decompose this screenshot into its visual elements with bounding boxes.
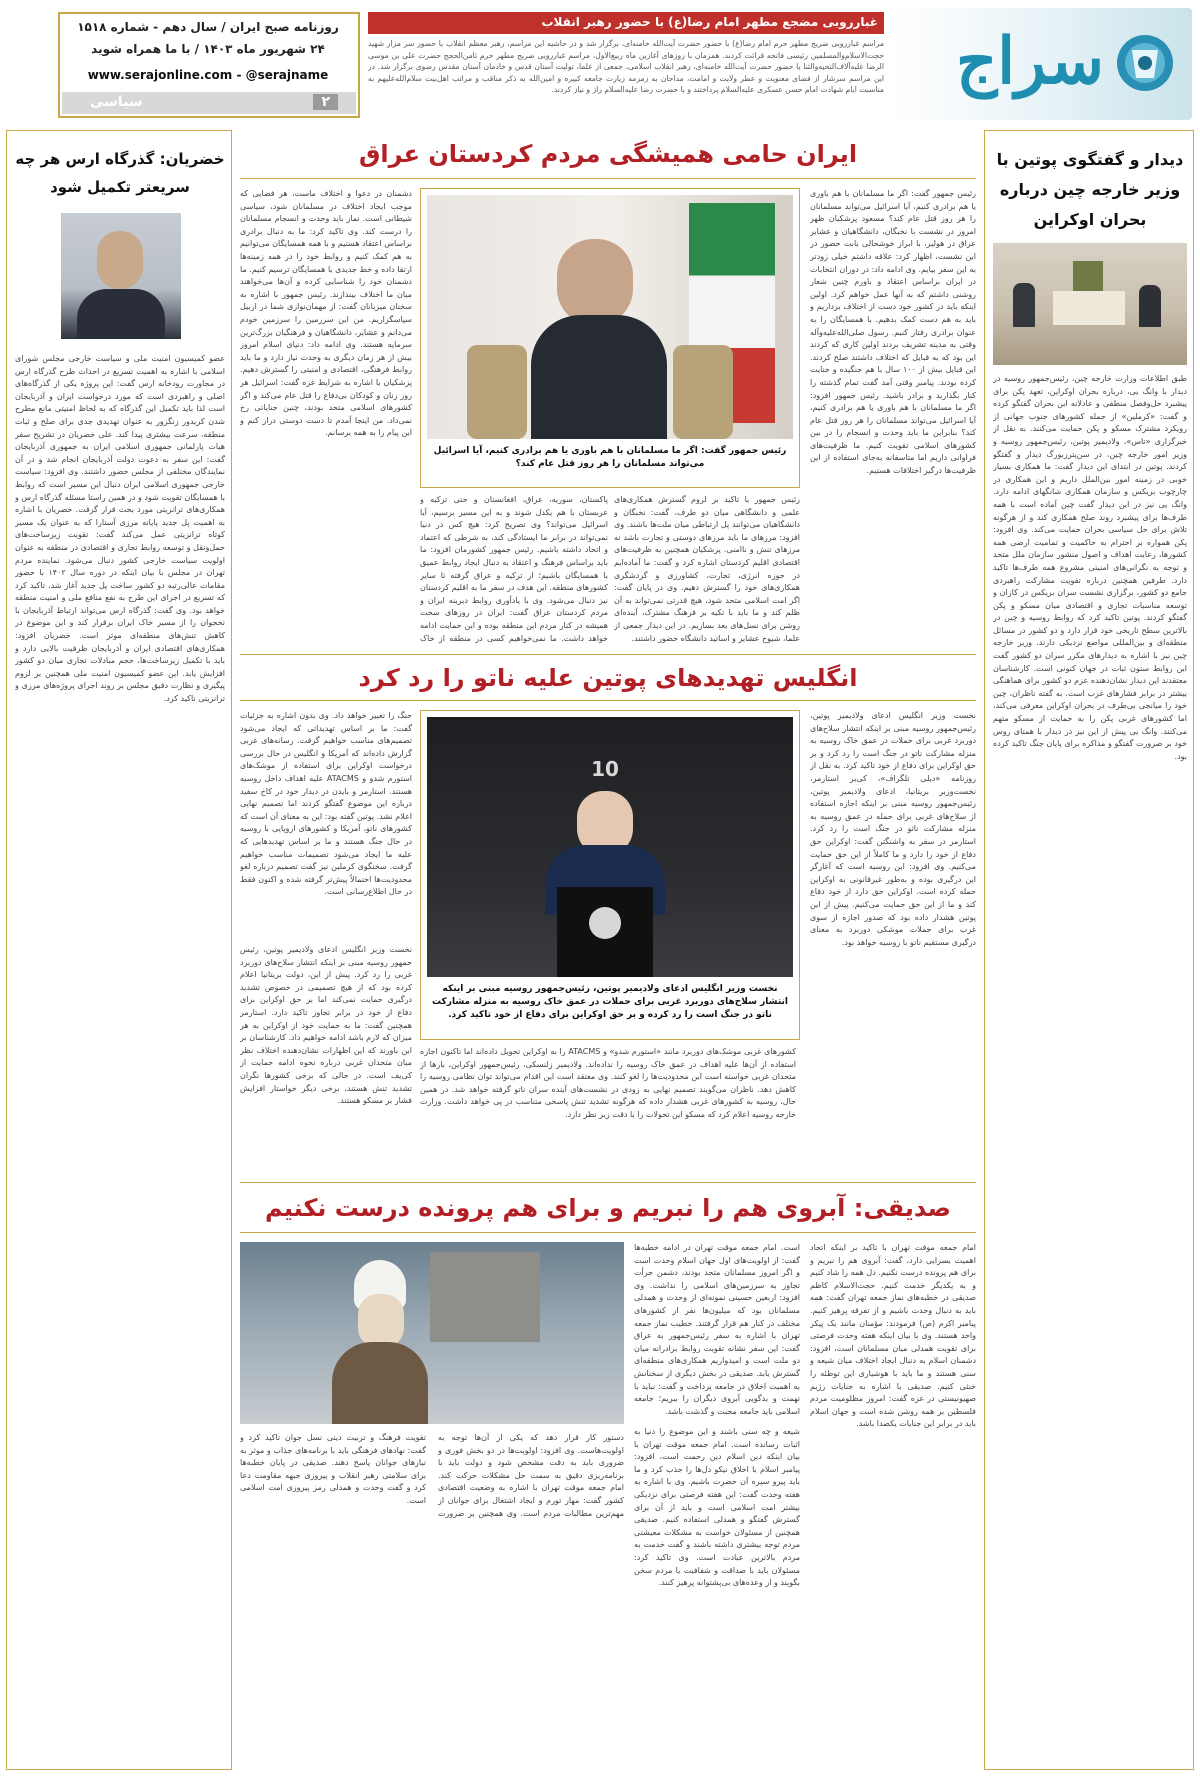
article-3-col-1: امام جمعه موقت تهران با تاکید بر اینکه اتحاد اهمیت بسزایی دارد، گفت: آبروی هم را نبریم و برای هم پرونده درست نکنیم. دل همه را شاد کنیم و به یکدیگر خدمت کنیم. حجت‌الاسلام کاظم صدیقی در خطبه‌های نماز جمعه تهران گفت: همه باید به دنبال وحدت باشیم و از تفرقه پرهیز کنیم. پیامبر اکرم (ص) فرمودند: مؤمنان مانند یک پیکر واحد هستند. وی با بیان اینکه هفته وحدت فرصتی برای تقویت همدلی میان مسلمانان است، افزود: دشمنان اسلام به دنبال ایجاد اختلاف میان شیعه و سنی هستند و ما باید با هوشیاری این توطئه را خنثی کنیم. صدیقی با اشاره به جنایات رژیم صهیونیستی در غزه گفت: امروز مظلومیت مردم فلسطین بر همه روشن شده است و جهان اسلام باید در برابر این جنایات یکصدا باشد. <box>810 1243 976 1429</box>
article-3-col-3: شیعه و چه سنی باشند و این موضوع را دنیا به اثبات رسانده است. امام جمعه موقت تهران با بیان اینکه دین اسلام دین رحمت است، افزود: پیامبر اسلام با اخلاق نیکو دل‌ها را جذب کرد و ما باید پیرو سیره آن حضرت باشیم. وی با اشاره به هفته وحدت گفت: این هفته فرصتی برای نزدیکی بیشتر امت اسلامی است و باید از آن برای گسترش گفتگو و همدلی استفاده کنیم. صدیقی همچنین از مسئولان خواست به مشکلات معیشتی مردم توجه بیشتری داشته باشند و گفت خدمت به مردم بالاترین عبادت است. وی تاکید کرد: مسئولان باید با صداقت و شفافیت با مردم سخن بگویند و از وعده‌های بی‌پشتوانه پرهیز کنند. <box>634 1427 800 1588</box>
article-2-col-4: نخست وزیر انگلیس ادعای ولادیمیر پوتین، رئیس جمهور روسیه مبنی بر اینکه انتشار سلاح‌های دوربرد غربی را رد کرد. پیش از این، دولت بریتانیا اعلام کرده بود که از هیچ تصمیمی در خصوص تشدید درگیری حمایت نمی‌کند اما بر حق اوکراین برای دفاع از خود در برابر تجاوز تاکید دارد. استارمر همچنین گفت: ما به حمایت خود از اوکراین به هر میزان که لازم باشد ادامه خواهیم داد. کارشناسان بر این باورند که این اظهارات نشان‌دهنده اختلاف نظر میان متحدان غربی درباره نحوه ادامه حمایت از کی‌یف است. در حالی که برخی کشورها نگران تشدید تنش هستند، برخی دیگر خواستار افزایش فشار بر مسکو هستند. <box>240 945 412 1106</box>
article-3-col-2: است. امام جمعه موقت تهران در ادامه خطبه‌ها گفت: از اولویت‌های اول جهان اسلام وحدت است و اگر امروز مسلمانان متحد بودند، دشمن جرأت تجاوز به سرزمین‌های اسلامی را نداشت. وی افزود: اربعین حسینی نمونه‌ای از وحدت و همدلی مسلمانان بود که میلیون‌ها نفر از کشورهای مختلف در کنار هم قرار گرفتند. خطیب نماز جمعه تهران با اشاره به سفر رئیس‌جمهور به عراق گفت: این سفر نشانه تقویت روابط برادرانه میان دو ملت است و امیدواریم همکاری‌های منطقه‌ای گسترش یابد. صدیقی در بخش دیگری از سخنانش به اهمیت اخلاق در جامعه پرداخت و گفت: نباید با تهمت و بدگویی آبروی دیگران را ببریم؛ جامعه اسلامی باید جامعه محبت و گذشت باشد. <box>634 1243 800 1416</box>
article-2 <box>240 658 976 1178</box>
website-social[interactable]: www.serajonline.com - @serajname <box>87 68 329 82</box>
article-2-headline: انگلیس تهدیدهای پوتین علیه ناتو را رد کرد <box>358 664 858 692</box>
masthead-news <box>368 12 884 118</box>
masthead <box>0 0 1200 122</box>
masthead-brief: مراسم غبارروبی ضریح مطهر حرم امام رضا(ع) با حضور حضرت آیت‌الله خامنه‌ای، برگزار شد و در حاشیه این مراسم، رهبر معظم انقلاب با حضور سر مزار شهید حجت‌الاسلام‌والمسلمین رئیسی فاتحه قرائت کردند. همزمان با روزهای آغازین ماه ربیع‌الاول، مراسم غبارروبی ضریح مطهر حرم ثامن‌الحجج حضرت علی بن موسی الرضا علیه‌آلاف‌التحیه‌والثنا با حضور حضرت آیت‌الله خامنه‌ای، رهبر انقلاب اسلامی، جمعی از علما، تولیت آستان قدس و خادمان آستان مقدس رضوی برگزار شد. در این مراسم سرشار از فضای معنویت و عطر ولایت و امامت، مداحان به زمزمه زیارت جامعه کبیره و امین‌الله به ذکر مناقب و مراتب اهل‌بیت سلام‌الله‌علیهم به مناسبت ایام شهادت امام حسن عسکری علیه‌السلام پرداختند و با حضرت رضا علیه‌السلام راز و نیاز کردند. <box>368 39 884 95</box>
president-photo <box>427 195 793 439</box>
article-1-headline: ایران حامی همیشگی مردم کردستان عراق <box>358 140 858 168</box>
article-1-photo-frame <box>420 188 800 488</box>
starmer-photo: 10 <box>427 717 793 977</box>
article-2-col-2: جنگ را تغییر خواهد داد. وی بدون اشاره به جزئیات گفت: ما بر اساس تهدیداتی که ایجاد می‌شود تصمیم‌های مناسب خواهیم گرفت. رسانه‌های غربی گزارش داده‌اند که آمریکا و انگلیس در حال بررسی درخواست اوکراین برای استفاده از موشک‌های استورم شدو و ATACMS علیه اهداف داخل روسیه هستند. استارمر و بایدن در دیدار خود در کاخ سفید درباره این موضوع گفتگو کردند اما تصمیم نهایی اعلام نشد. پوتین گفته بود: این به معنای آن است که کشورهای ناتو، آمریکا و کشورهای اروپایی با روسیه در حال جنگ هستند و ما بر اساس تهدیدهایی که علیه ما ایجاد می‌شود تصمیمات مناسب خواهیم گرفت. سخنگوی کرملین نیز گفت تصمیم درباره لغو محدودیت‌ها احتمالاً پیش‌تر گرفته شده و اکنون فقط در حال اطلاع‌رسانی است. <box>240 711 412 897</box>
article-1 <box>240 130 976 650</box>
sedighi-photo <box>240 1242 624 1424</box>
article-2-caption: نخست وزیر انگلیس ادعای ولادیمیر پوتین، رئیس‌جمهور روسیه مبنی بر اینکه انتشار سلاح‌های دوربرد غربی برای حملات در عمق خاک روسیه به منزله مشارکت ناتو در جنگ است را رد کرده و بر حق اوکراین برای دفاع از خود تاکید کرد. <box>432 984 788 1020</box>
article-2-col-1: نخست وزیر انگلیس ادعای ولادیمیر پوتین، رئیس‌جمهور روسیه مبنی بر اینکه انتشار سلاح‌های دوربرد غربی برای حملات در عمق خاک روسیه به منزله مشارکت ناتو در جنگ است را رد کرد و بر حق اوکراین برای دفاع از خود تاکید کرد. به نقل از روزنامه «دیلی تلگراف»، کی‌یر استارمر، نخست‌وزیر بریتانیا، ادعای ولادیمیر پوتین، رئیس‌جمهور روسیه مبنی بر اینکه اجازه استفاده از سلاح‌های غربی برای حمله در عمق روسیه به منزله مشارکت ناتو در جنگ است را رد کرد. استارمر در سفر به واشنگتن گفت: اوکراین حق دفاع از خود را دارد و ما کاملاً از این حق حمایت می‌کنیم. وی افزود: این روسیه است که آغازگر این درگیری بوده و به‌طور غیرقانونی به اوکراین حمله کرده است. اوکراین حق دارد از خود دفاع کند و ما از این حق حمایت می‌کنیم. پیش از این پوتین هشدار داده بود که صدور اجازه از سوی غرب برای حملات موشکی دوربرد به معنای درگیری مستقیم ناتو با روسیه خواهد بود. <box>810 711 976 947</box>
section-bar <box>62 92 356 114</box>
article-3-headline: صدیقی: آبروی هم را نبریم و برای هم پرونده درست نکنیم <box>265 1194 951 1222</box>
section-name: سیاسی <box>90 94 143 110</box>
article-1-col-4: رئیس جمهور با تاکید بر لزوم گسترش همکاری‌های علمی و دانشگاهی میان دو طرف، گفت: نخبگان و دانشگاهیان می‌توانند پل ارتباطی میان ملت‌ها باشند. وی افزود: مرزهای ما باید مرزهای دوستی و تجارت باشد نه مرزهای تنش و ناامنی. پزشکیان همچنین به ظرفیت‌های اقتصادی اقلیم کردستان اشاره کرد و گفت: ما آماده‌ایم در حوزه انرژی، تجارت، کشاورزی و گردشگری همکاری‌های خود را گسترش دهیم. وی در پایان گفت: اگر امت اسلامی متحد شود، هیچ قدرتی نمی‌تواند به آن ظلم کند و ما باید با تکیه بر فرهنگ مشترک، آینده‌ای روشن برای نسل‌های بعد بسازیم. در این دیدار جمعی از علما، شیوخ عشایر و اساتید دانشگاه حضور داشتند. <box>614 495 800 643</box>
article-1-col-2: دشمنان در دعوا و اختلاف ماست، هر فضایی که موجب ایجاد اختلاف در مسلمانان شود، سیاسی شیطانی است. نماز باید وحدت و انسجام مسلمانان را درست کند. وی تاکید کرد: ما به دنبال برادری براساس اعتقاد هستیم و با همه همسایگان می‌توانیم به هم کمک کنیم و روابط خود را در همه زمینه‌ها ارتقا داده و خط جدیدی با همسایگان ترسیم کنیم. ما دشمنان خود را شناسایی کرده و آن‌ها می‌خواهند میان ما اختلاف بیندازند. رئیس جمهور با اشاره به سخنان میزبانان گفت: از مهمان‌نوازی شما در اربیل سپاسگزاریم. من این سرزمین را سرزمین خودم می‌دانم و عشایر، دانشگاهیان و فرهنگیان بزرگ‌ترین سرمایه هستند. وی ادامه داد: دنیای اسلام امروز بیش از هر زمان دیگری به وحدت نیاز دارد و ما باید روابط فرهنگی، اقتصادی و امنیتی را گسترش دهیم. پزشکیان با اشاره به شرایط غزه گفت: اسرائیل هر روز زنان و کودکان بی‌دفاع را قتل عام می‌کند و اگر کشورهای اسلامی متحد بودند، چنین جنایاتی رخ نمی‌داد. من اینجا آمدم تا دست دوستی دراز کنم و این پیام را به همه برسانم. <box>240 189 412 438</box>
khezrian-photo <box>61 213 181 339</box>
right-column-body: طبق اطلاعات وزارت خارجه چین، رئیس‌جمهور روسیه در دیدار با وانگ یی، درباره بحران اوکراین، تعهد پکن برای پیشبرد حل‌وفصل منطقی و عادلانه این بحران گفتگو کرده و گفت: «کرملین» از جمله کشورهای جنوب جهانی از رویکرد مشترک مسکو و پکن حمایت می‌کنند. به نقل از خبرگزاری «تاس»، ولادیمیر پوتین، رئیس‌جمهور روسیه و وزیر امور خارجه چین، در سن‌پترزبورگ دیدار و گفتگو کردند. پوتین در ابتدای این دیدار گفت: ما همکاری بسیار خوبی در زمینه امور بین‌الملل داریم و این همکاری در چارچوب بریکس و سازمان همکاری شانگهای ادامه دارد. وانگ یی نیز در این دیدار گفت چین آماده است با همه طرف‌ها برای پیشبرد روند صلح همکاری کند و از هرگونه تلاش برای حل سیاسی بحران حمایت می‌کند. وی افزود: پکن همواره بر احترام به حاکمیت و تمامیت ارضی همه کشورها، رعایت اهداف و اصول منشور سازمان ملل متحد و توجه به نگرانی‌های امنیتی مشروع همه طرف‌ها تاکید دارد. طرفین همچنین درباره تقویت مشارکت راهبردی جامع دو کشور، برگزاری نشست سران بریکس در کازان و توسعه مناسبات تجاری و اقتصادی میان مسکو و پکن گفتگو کردند. پوتین تاکید کرد که روابط روسیه و چین در بالاترین سطح تاریخی خود قرار دارد و دو کشور در مسائل منطقه‌ای و بین‌المللی مواضع نزدیکی دارند. وزیر خارجه چین نیز با اشاره به دیدارهای مکرر سران دو کشور گفت این روابط ستون ثبات در جهان کنونی است. کارشناسان معتقدند این دیدار نشان‌دهنده عزم دو کشور برای هماهنگی بیشتر در برابر فشارهای غرب است. به گفته ناظران، چین خود را میانجی بی‌طرف در بحران اوکراین معرفی می‌کند، اما کشورهای غربی پکن را به حمایت از مسکو متهم می‌کنند. وانگ یی پیش از این نیز در دیدار با همتای روس خود بر ضرورت گفتگو و مذاکره برای پایان جنگ تاکید کرده بود. <box>993 374 1187 761</box>
meeting-photo <box>993 243 1187 365</box>
issue-info-box <box>58 12 360 118</box>
logo-wordmark: سراج <box>955 24 1104 99</box>
masthead-heading: غبارروبی مضجع مطهر امام رضا(ع) با حضور رهبر انقلاب <box>541 15 878 29</box>
left-column <box>6 130 232 1770</box>
article-2-col-3: کشورهای غربی موشک‌های دوربرد مانند «استورم شدو» و ATACMS را به اوکراین تحویل داده‌اند اما تاکنون اجازه استفاده از آن‌ها علیه اهداف در عمق خاک روسیه را نداده‌اند. ولادیمیر زلنسکی، رئیس‌جمهور اوکراین، بارها از متحدان غربی خواسته است این محدودیت‌ها را لغو کنند. وی معتقد است این اقدام می‌تواند توان نظامی روسیه را کاهش دهد. ناظران می‌گویند تصمیم نهایی به زودی در نشست‌های آینده سران ناتو گرفته خواهد شد. در همین حال، روسیه به کشورهای غربی هشدار داده که هرگونه تشدید تنش پاسخی متناسب در پی خواهد داشت. وزارت خارجه روسیه اعلام کرد که مسکو این تحولات را با دقت زیر نظر دارد. <box>420 1047 796 1119</box>
page-number: ۲ <box>313 94 338 110</box>
newspaper-logo <box>892 8 1192 120</box>
article-1-caption: رئیس جمهور گفت: اگر ما مسلمانان با هم باوری یا هم برادری کنیم، آیا اسرائیل می‌تواند مسلمانان را هر روز قتل عام کند؟ <box>433 446 787 469</box>
right-column <box>984 130 1194 1770</box>
article-1-col-1: رئیس جمهور گفت: اگر ما مسلمانان با هم باوری یا هم برادری کنیم، آیا اسرائیل می‌تواند مسلمانان را هر روز قتل عام کند؟ مسعود پزشکیان ظهر امروز در نشست با نخبگان، دانشگاهیان و عشایر عراق در هولیر، با ابراز خوشحالی بابت حضور در این نشست، اظهار کرد: علاقه داشتم خیلی زودتر به این سفر بیایم. وی ادامه داد: در دوران انتخابات در ایران براساس اعتقاد و باورم چنین شعار روشنی داشتم که به آنها عمل خواهم کرد. اولین اینکه باید در کشور خود دست از اختلاف برداریم و باید به هم دست کمک بدهیم. با همسایگان را به عنوان برادری رفتار کنیم. رسول صلی‌الله‌علیه‌وآله وقتی به مدینه تشریف بردند اولین کاری که کردند این بود که به قبایل که اختلاف داشتند صلح کردند. این قبایل بیش از ۱۰۰ سال با هم جنگیده و جنایت کرده بودند. پیامبر وقتی آمد گفت تمام گذشته را کنار بگذارید و برادر باشید. رئیس جمهور افزود: اگر ما مسلمانان با هم باوری یا هم برادری کنیم، آیا اسرائیل می‌تواند مسلمانان را هر روز قتل عام کند؟ بنابراین ما باید وحدت و انسجام را در بین کشورهای اسلامی تقویت کنیم. ما ظرفیت‌های فراوانی داریم اما متاسفانه به‌جای استفاده از این ظرفیت‌ها درگیر اختلافات هستیم. <box>810 189 976 476</box>
left-column-title: خضریان: گذرگاه ارس هر چه سریعتر تکمیل شود <box>15 150 225 196</box>
right-column-title: دیدار و گفتگوی پوتین با وزیر خارجه چین درباره بحران اوکراین <box>996 150 1184 229</box>
left-column-body: عضو کمیسیون امنیت ملی و سیاست خارجی مجلس شورای اسلامی با اشاره به اهمیت تسریع در احداث طرح گذرگاه ارس در مجاورت رودخانه ارس گفت: این پروژه یکی از گذرگاه‌های اصلی و راهبردی است که مورد درخواست ایران و آذربایجان است لذا باید تکمیل این گذرگاه که به لحاظ امنیتی مانع مطرح شدن کریدور زنگزور به عنوان تهدیدی جدی برای صلح و ثبات منطقه، سرعت بیشتری پیدا کند. علی خضریان در تشریح سفر هیات پارلمانی جمهوری اسلامی ایران به جمهوری آذربایجان گفت: این سفر به دعوت دولت آذربایجان انجام شد و در آن نمایندگان مختلفی از مجلس حضور داشتند. وی افزود: سیاست خارجی جمهوری اسلامی ایران دنبال این مسیر است که روابط با همسایگان تقویت شود و در همین راستا مسئله گذرگاه ارس و همکاری‌های ترانزیتی مورد بحث قرار گرفت. خضریان با اشاره به اهمیت پل جدید پایانه مرزی آستارا که به عنوان یک مسیر کوتاه ترانزیتی عمل می‌کند گفت: تقویت زیرساخت‌های حمل‌ونقل و توسعه روابط تجاری و اقتصادی در منطقه به عنوان اولویت سیاست خارجی کشور دنبال می‌شود. نماینده مردم تهران در مجلس با بیان اینکه در دوره سال ۱۴۰۲ با حضور مقامات عالی‌رتبه دو کشور ساخت پل جدید آغاز شد، تاکید کرد که تسریع در اجرای این طرح به نفع منافع ملی و امنیت منطقه خواهد بود. وی گفت: گذرگاه ارس می‌تواند ارتباط آذربایجان با نخجوان را از مسیر خاک ایران برقرار کند و این موضوع در کاهش تنش‌های منطقه‌ای موثر است. خضریان افزود: همکاری‌های اقتصادی ایران و آذربایجان ظرفیت بالایی دارد و باید با تکمیل زیرساخت‌ها، حجم مبادلات تجاری میان دو کشور افزایش یابد. این عضو کمیسیون امنیت ملی همچنین بر لزوم پیگیری و نظارت دقیق مجلس بر روند اجرای پروژه‌های مرزی و ترانزیتی تاکید کرد. <box>15 354 225 704</box>
article-3 <box>240 1186 976 1770</box>
logo-emblem-icon <box>1114 30 1176 96</box>
article-1-col-3: پاکستان، سوریه، عراق، افغانستان و حتی ترکیه و عربستان با هم یکدل شوند و به این مسیر برسیم، آیا اسرائیل می‌تواند؟ وی تصریح کرد: هیچ کس در دنیا نمی‌تواند در برابر ما ایستادگی کند، به شرطی که اعتماد و اتحاد داشته باشیم. رئیس جمهور کشورمان افزود: ما باید براساس فرهنگ و اعتقاد به دنبال ایجاد روابط عمیق با همسایگان باشیم؛ از ترکیه و عراق گرفته تا سایر کشورهای منطقه. این هدف در سفر ما به اقلیم کردستان نیز دنبال می‌شود. وی با یادآوری روابط دیرینه ایران و مردم کردستان عراق گفت: ایران در روزهای سخت همیشه در کنار مردم این منطقه بوده و این حمایت ادامه خواهد داشت. ما نمی‌خواهیم کسی در منطقه از خاک <box>420 495 608 643</box>
masthead-heading-bar <box>368 12 884 34</box>
article-2-photo-frame <box>420 710 800 1040</box>
newspaper-line: روزنامه صبح ایران / سال دهم - شماره ۱۵۱۸ <box>77 20 339 34</box>
date-line: ۲۴ شهریور ماه ۱۴۰۳ / با ما همراه شوید <box>91 42 325 56</box>
article-3-col-4: دستور کار قرار دهد که یکی از آن‌ها توجه به اولویت‌هاست. وی افزود: اولویت‌ها در دو بخش فوری و ضروری باید به دقت مشخص شود و دولت باید با برنامه‌ریزی دقیق به سمت حل مشکلات حرکت کند. امام جمعه موقت تهران با اشاره به وضعیت اقتصادی کشور گفت: مهار تورم و ایجاد اشتغال برای جوانان از مهم‌ترین مطالبات مردم است. وی همچنین بر ضرورت تقویت فرهنگ و تربیت دینی نسل جوان تاکید کرد و گفت: نهادهای فرهنگی باید با برنامه‌های جذاب و موثر به نیازهای جوانان پاسخ دهند. صدیقی در پایان خطبه‌ها برای سلامتی رهبر انقلاب و پیروزی جبهه مقاومت دعا کرد و گفت وحدت و همدلی رمز پیروزی امت اسلامی است. <box>240 1433 624 1518</box>
